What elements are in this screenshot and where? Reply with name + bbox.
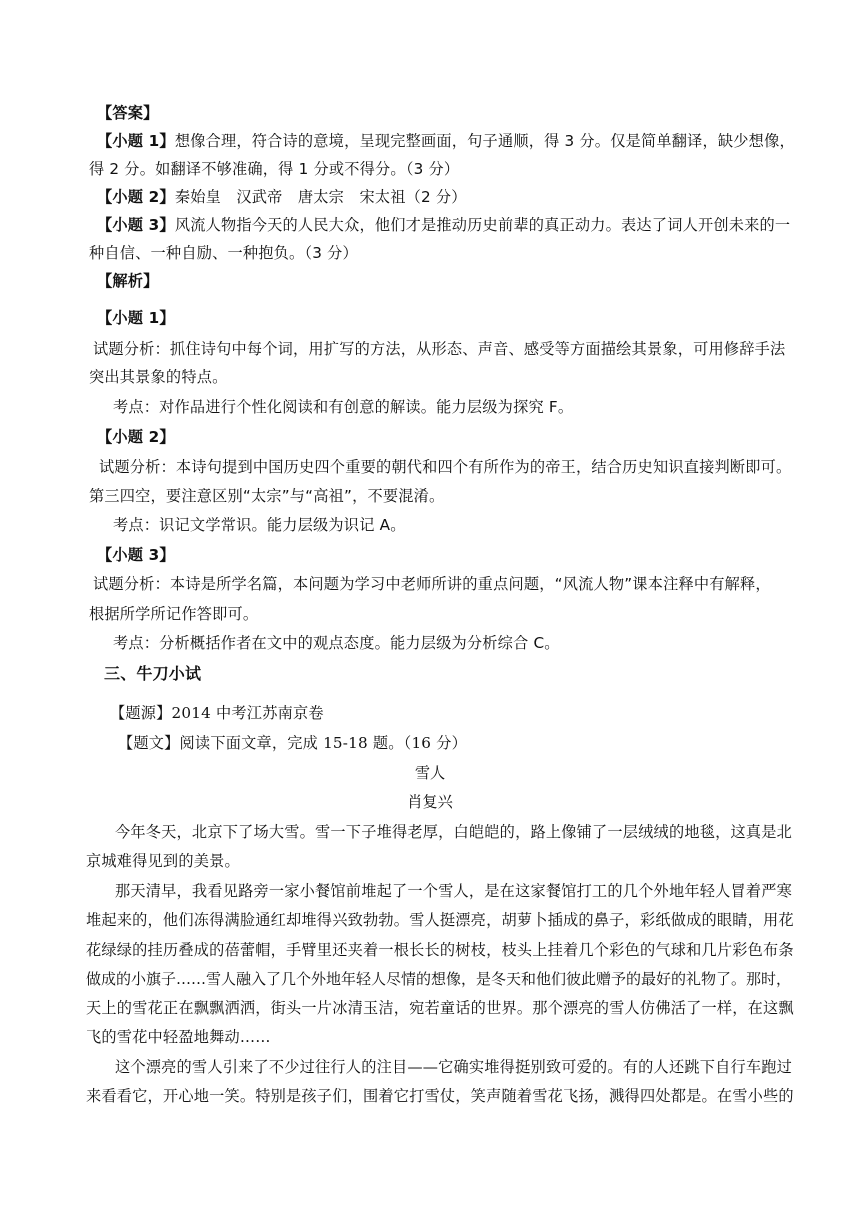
answer-2-text: 秦始皇 汉武帝 唐太宗 宋太祖（2 分） [174,188,467,206]
article-p1-line-2: 京城难得见到的美景。 [86,852,240,870]
answer-label: 【答案】 [97,104,159,122]
article-p2-line-5: 天上的雪花正在飘飘洒洒，街头一片冰清玉洁，宛若童话的世界。那个漂亮的雪人仿佛活了一样，在这飘 [86,999,794,1017]
question-source: 【题源】2014 中考江苏南京卷 [110,704,324,722]
article-p2-line-4: 做成的小旗子……雪人融入了几个外地年轻人尽情的想像，是冬天和他们彼此赠予的最好的礼物了。那时， [86,970,792,988]
answer-3-tag: 【小题 3】 [97,216,175,234]
article-p3-line-2: 来看看它，开心地一笑。特别是孩子们，围着它打雪仗，笑声随着雪花飞扬，溅得四处都是。在雪小些的 [86,1087,794,1105]
analysis-label: 【解析】 [97,272,159,290]
answer-2-line-1 [97,187,467,207]
answer-3-line-1 [97,215,790,235]
article-p2-line-3: 花绿绿的挂历叠成的蓓蕾帽，手臂里还夹着一根长长的树枝，枝头上挂着几个彩色的气球和几片彩色布条 [86,941,794,959]
analysis-3-line-1: 试题分析：本诗是所学名篇，本问题为学习中老师所讲的重点问题，“风流人物”课本注释中有解释， [93,575,771,593]
question-text: 【题文】阅读下面文章，完成 15-18 题。（16 分） [118,734,467,752]
article-author: 肖复兴 [407,793,453,811]
answer-1-text: 想像合理，符合诗的意境，呈现完整画面，句子通顺，得 3 分。仅是简单翻译，缺少想像， [174,132,795,150]
article-title: 雪人 [414,764,446,782]
analysis-2-kaodian: 考点：识记文学常识。能力层级为识记 A。 [113,516,406,534]
article-p2-line-1: 那天清早，我看见路旁一家小餐馆前堆起了一个雪人，是在这家餐馆打工的几个外地年轻人冒着严寒 [115,882,793,900]
analysis-2-line-2: 第三四空，要注意区别“太宗”与“高祖”，不要混淆。 [89,487,445,505]
analysis-1-tag: 【小题 1】 [97,309,175,327]
answer-1-tag: 【小题 1】 [97,132,175,150]
article-p1-line-1: 今年冬天，北京下了场大雪。雪一下子堆得老厚，白皑皑的，路上像铺了一层绒绒的地毯，这真是北 [115,823,793,841]
article-p2-line-2: 堆起来的，他们冻得满脸通红却堆得兴致勃勃。雪人挺漂亮，胡萝卜插成的鼻子，彩纸做成的眼睛，用花 [86,911,794,929]
answer-2-tag: 【小题 2】 [97,188,175,206]
article-p2-line-6: 飞的雪花中轻盈地舞动…… [86,1028,271,1046]
answer-1-line-1 [97,131,795,151]
article-p3-line-1: 这个漂亮的雪人引来了不少过往行人的注目——它确实堆得挺别致可爱的。有的人还跳下自行车跑过 [115,1058,793,1076]
analysis-3-kaodian: 考点：分析概括作者在文中的观点态度。能力层级为分析综合 C。 [113,634,560,652]
analysis-1-line-1: 试题分析：抓住诗句中每个词，用扩写的方法，从形态、声音、感受等方面描绘其景象，可用修辞手法 [93,340,786,358]
analysis-3-tag: 【小题 3】 [97,546,175,564]
section-title: 三、牛刀小试 [104,664,202,683]
answer-1-line-2: 得 2 分。如翻译不够准确，得 1 分或不得分。（3 分） [89,160,460,178]
answer-3-text: 风流人物指今天的人民大众，他们才是推动历史前辈的真正动力。表达了词人开创未来的一 [174,216,791,234]
answer-3-line-2: 种自信、一种自励、一种抱负。（3 分） [89,244,358,262]
analysis-2-tag: 【小题 2】 [97,428,175,446]
analysis-1-line-2: 突出其景象的特点。 [89,368,228,386]
analysis-2-line-1: 试题分析：本诗句提到中国历史四个重要的朝代和四个有所作为的帝王，结合历史知识直接判断即可。 [99,458,792,476]
analysis-3-line-2: 根据所学所记作答即可。 [89,605,259,623]
analysis-1-kaodian: 考点：对作品进行个性化阅读和有创意的解读。能力层级为探究 F。 [113,398,574,416]
